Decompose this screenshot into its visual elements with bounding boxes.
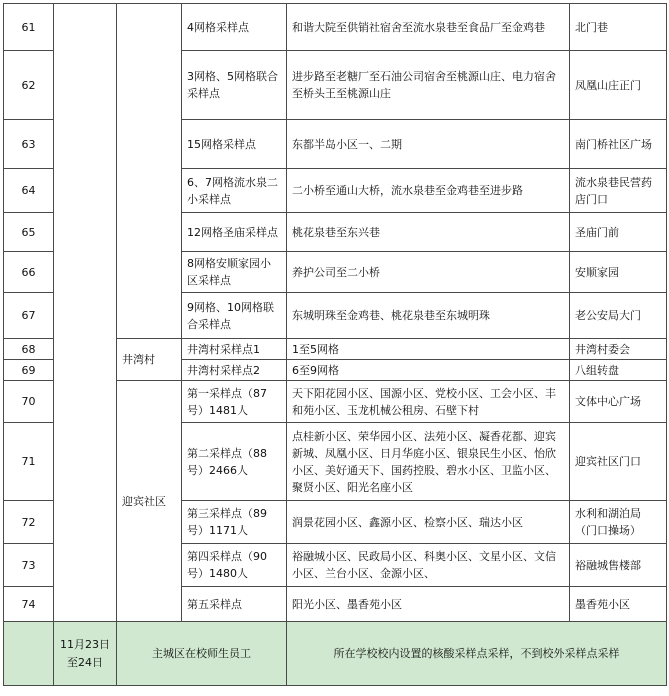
row-number: 61 bbox=[4, 4, 54, 51]
coverage-area: 点桂新小区、荣华园小区、法苑小区、凝香花都、迎宾新城、凤凰小区、日月华庭小区、银泉民生小区、怡欣小区、美好通天下、国药控股、碧水小区、卫监小区、聚贤小区、阳光名座小区 bbox=[287, 423, 570, 501]
row-number: 63 bbox=[4, 120, 54, 169]
footer-date: 11月23日至24日 bbox=[54, 622, 117, 686]
sampling-sites-table bbox=[3, 3, 667, 686]
footer-empty-cell bbox=[4, 622, 54, 686]
sampling-site: 井湾村采样点1 bbox=[182, 339, 287, 360]
site-location: 迎宾社区门口 bbox=[570, 423, 667, 501]
coverage-area: 天下阳花园小区、国源小区、党校小区、工会小区、丰和苑小区、玉龙机械公租房、石壁下村 bbox=[287, 381, 570, 423]
sampling-site: 6、7网格流水泉二小采样点 bbox=[182, 169, 287, 213]
row-number: 72 bbox=[4, 501, 54, 544]
coverage-area: 二小桥至通山大桥，流水泉巷至金鸡巷至进步路 bbox=[287, 169, 570, 213]
sampling-site: 9网格、10网格联合采样点 bbox=[182, 293, 287, 339]
row-number: 71 bbox=[4, 423, 54, 501]
coverage-area: 东都半岛小区一、二期 bbox=[287, 120, 570, 169]
row-number: 73 bbox=[4, 544, 54, 587]
site-location: 老公安局大门 bbox=[570, 293, 667, 339]
row-number: 69 bbox=[4, 360, 54, 381]
row-number: 68 bbox=[4, 339, 54, 360]
sampling-site: 15网格采样点 bbox=[182, 120, 287, 169]
coverage-area: 润景花园小区、鑫源小区、检察小区、瑞达小区 bbox=[287, 501, 570, 544]
sampling-site: 井湾村采样点2 bbox=[182, 360, 287, 381]
coverage-area: 东城明珠至金鸡巷、桃花泉巷至东城明珠 bbox=[287, 293, 570, 339]
coverage-area: 进步路至老糖厂至石油公司宿舍至桃源山庄、电力宿舍至桥头王至桃源山庄 bbox=[287, 51, 570, 120]
row-number: 62 bbox=[4, 51, 54, 120]
coverage-area: 桃花泉巷至东兴巷 bbox=[287, 213, 570, 252]
table-row bbox=[4, 4, 667, 51]
row-number: 66 bbox=[4, 252, 54, 293]
row-number: 67 bbox=[4, 293, 54, 339]
site-location: 井湾村委会 bbox=[570, 339, 667, 360]
site-location: 文体中心广场 bbox=[570, 381, 667, 423]
sampling-site: 第二采样点（88号）2466人 bbox=[182, 423, 287, 501]
coverage-area: 和谐大院至供销社宿舍至流水泉巷至食品厂至金鸡巷 bbox=[287, 4, 570, 51]
sampling-site: 第一采样点（87号）1481人 bbox=[182, 381, 287, 423]
site-location: 圣庙门前 bbox=[570, 213, 667, 252]
teacher-student-row bbox=[4, 622, 667, 686]
date-cell-empty bbox=[54, 4, 117, 622]
group-yingbin: 迎宾社区 bbox=[117, 381, 182, 622]
group-cell-empty bbox=[117, 4, 182, 339]
row-number: 65 bbox=[4, 213, 54, 252]
site-location: 流水泉巷民营药店门口 bbox=[570, 169, 667, 213]
sampling-site: 第五采样点 bbox=[182, 587, 287, 622]
coverage-area: 养护公司至二小桥 bbox=[287, 252, 570, 293]
row-number: 64 bbox=[4, 169, 54, 213]
coverage-area: 6至9网格 bbox=[287, 360, 570, 381]
sampling-site: 3网格、5网格联合采样点 bbox=[182, 51, 287, 120]
sampling-site: 4网格采样点 bbox=[182, 4, 287, 51]
site-location: 南门桥社区广场 bbox=[570, 120, 667, 169]
footer-group: 主城区在校师生员工 bbox=[117, 622, 287, 686]
sampling-site: 第三采样点（89号）1171人 bbox=[182, 501, 287, 544]
site-location: 裕融城售楼部 bbox=[570, 544, 667, 587]
coverage-area: 阳光小区、墨香苑小区 bbox=[287, 587, 570, 622]
site-location: 八组转盘 bbox=[570, 360, 667, 381]
sampling-site: 12网格圣庙采样点 bbox=[182, 213, 287, 252]
footer-description: 所在学校校内设置的核酸采样点采样，不到校外采样点采样 bbox=[287, 622, 667, 686]
site-location: 凤凰山庄正门 bbox=[570, 51, 667, 120]
row-number: 74 bbox=[4, 587, 54, 622]
coverage-area: 裕融城小区、民政局小区、科奥小区、文星小区、文信小区、兰台小区、金源小区、 bbox=[287, 544, 570, 587]
site-location: 北门巷 bbox=[570, 4, 667, 51]
site-location: 安顺家园 bbox=[570, 252, 667, 293]
sampling-site: 第四采样点（90号）1480人 bbox=[182, 544, 287, 587]
row-number: 70 bbox=[4, 381, 54, 423]
site-location: 水利和湖泊局（门口操场） bbox=[570, 501, 667, 544]
coverage-area: 1至5网格 bbox=[287, 339, 570, 360]
sampling-site: 8网格安顺家园小区采样点 bbox=[182, 252, 287, 293]
group-jingwan: 井湾村 bbox=[117, 339, 182, 381]
site-location: 墨香苑小区 bbox=[570, 587, 667, 622]
